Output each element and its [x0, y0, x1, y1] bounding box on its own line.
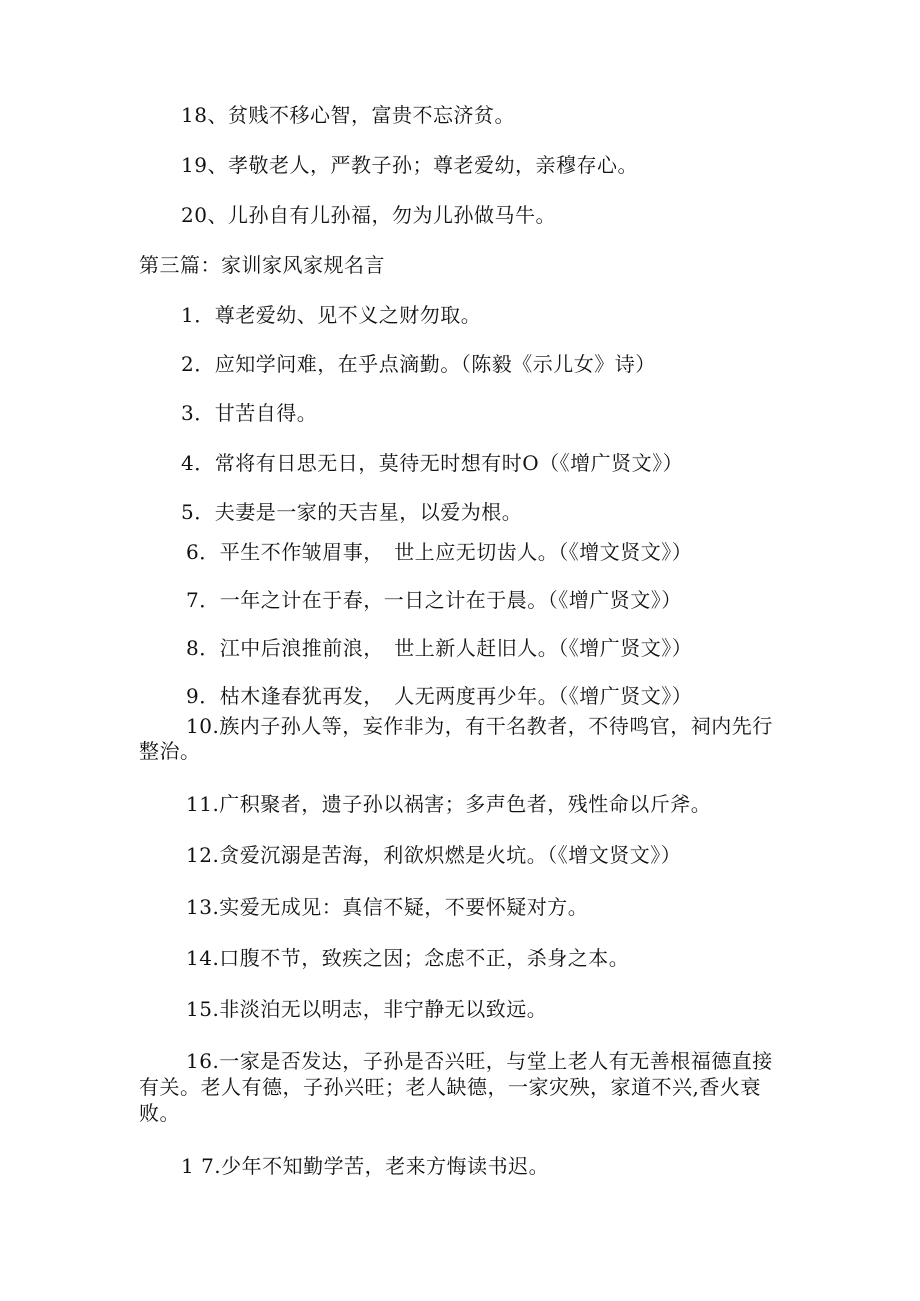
list-item-11: 11.广积聚者，遗子孙以祸害；多声色者，残性命以斤斧。 [186, 792, 712, 816]
list-item-10: 10.族内子孙人等，妄作非为，有干名教者，不待鸣官，祠内先行整治。 [139, 714, 773, 763]
list-item-1: 1．尊老爱幼、见不义之财勿取。 [181, 303, 482, 327]
list-item-14: 14.口腹不节，致疾之因；念虑不正，杀身之本。 [186, 946, 630, 970]
list-item-12: 12.贪爱沉溺是苦海，利欲炽燃是火坑。（《增文贤文》） [186, 843, 682, 867]
section-title: 第三篇：家训家风家规名言 [139, 253, 385, 277]
list-item-5: 5．夫妻是一家的天吉星，以爱为根。 [181, 500, 523, 524]
list-item-9: 9．枯木逢春犹再发， 人无两度再少年。（《增广贤文》） [186, 684, 693, 708]
list-item-16: 16.一家是否发达，子孙是否兴旺，与堂上老人有无善根福德直接有关。老人有德，子孙兴旺；老人缺德，一家灾殃，家道不兴,香火衰败。 [139, 1049, 773, 1125]
list-item-8: 8．江中后浪推前浪， 世上新人赶旧人。（《增广贤文》） [186, 636, 693, 660]
list-item-2: 2．应知学问难，在乎点滴勤。（陈毅《示儿女》诗） [181, 352, 656, 376]
proverb-line-19: 19、孝敬老人，严教子孙；尊老爱幼，亲穆存心。 [181, 153, 638, 177]
list-item-17: 1 7.少年不知勤学苦，老来方悔读书迟。 [181, 1154, 550, 1178]
list-item-6: 6．平生不作皱眉事， 世上应无切齿人。（《增文贤文》） [186, 540, 693, 564]
list-item-4: 4．常将有日思无日，莫待无时想有时O（《增广贤文》） [181, 451, 684, 475]
list-item-15: 15.非淡泊无以明志，非宁静无以致远。 [186, 997, 548, 1021]
list-item-13: 13.实爱无成见：真信不疑，不要怀疑对方。 [186, 895, 589, 919]
proverb-line-18: 18、贫贱不移心智，富贵不忘济贫。 [181, 103, 515, 127]
list-item-7: 7．一年之计在于春，一日之计在于晨。（《增广贤文》） [186, 588, 682, 612]
proverb-line-20: 20、儿孙自有儿孙福，勿为儿孙做马牛。 [181, 203, 556, 227]
list-item-3: 3．甘苦自得。 [181, 401, 318, 425]
